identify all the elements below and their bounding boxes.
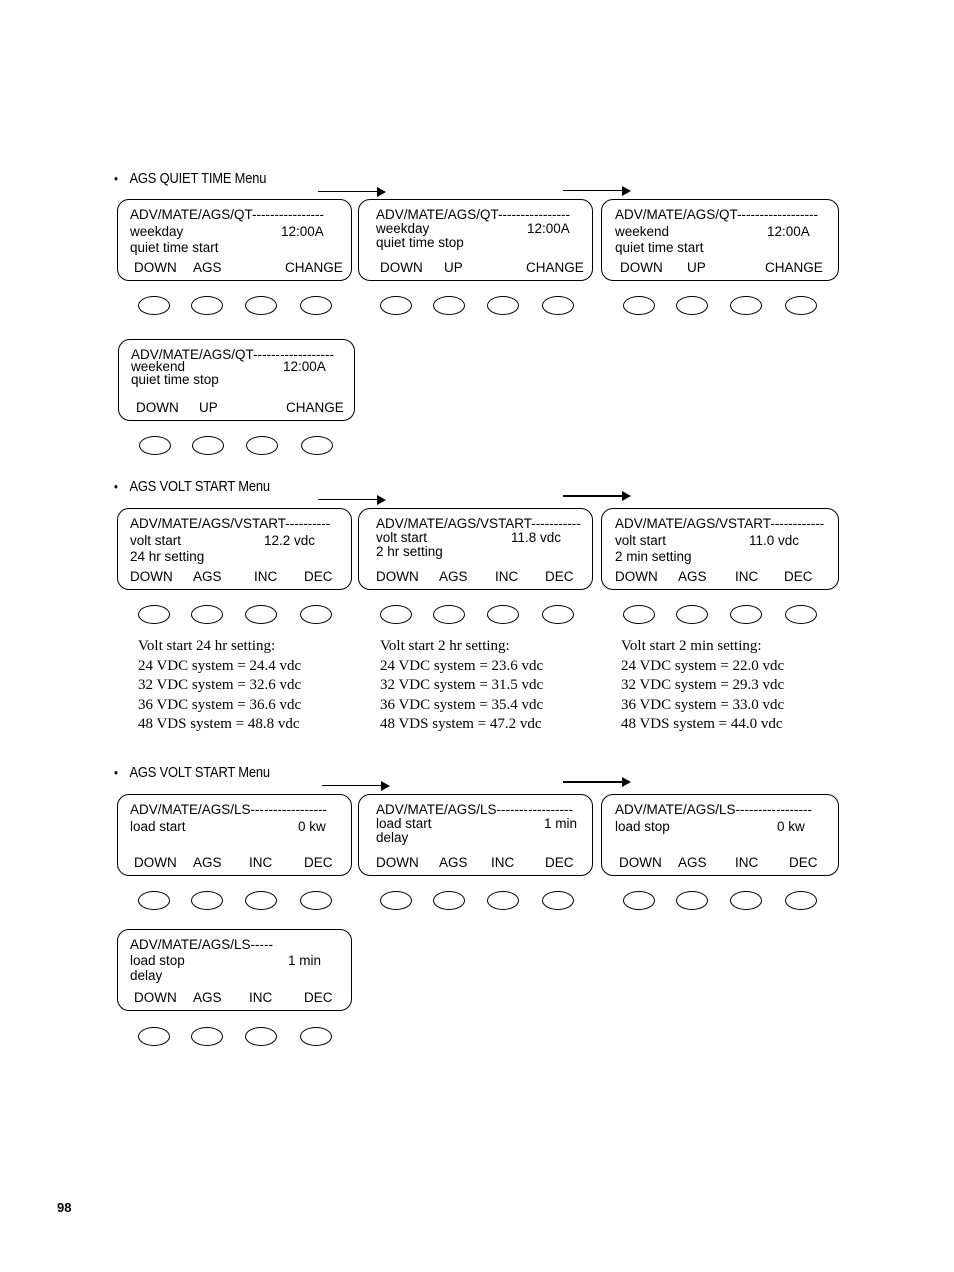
soft-key-button[interactable] <box>191 1027 223 1046</box>
soft-key-button[interactable] <box>433 296 465 315</box>
soft-key-button[interactable] <box>542 605 574 624</box>
flow-arrow <box>563 491 631 501</box>
soft-key-button[interactable] <box>785 296 817 315</box>
screen-value: 12:00A <box>281 224 324 239</box>
softkey-label: CHANGE <box>765 260 823 275</box>
softkey-label: INC <box>735 855 759 870</box>
softkey-label: INC <box>249 990 273 1005</box>
screen-menu-path: ADV/MATE/AGS/LS----------------- <box>615 802 812 817</box>
soft-key-button[interactable] <box>139 436 171 455</box>
soft-key-button[interactable] <box>487 605 519 624</box>
softkey-label: INC <box>495 569 519 584</box>
softkey-label: UP <box>199 400 218 415</box>
soft-key-button[interactable] <box>623 296 655 315</box>
mate-screen-qt-weekday-stop <box>358 199 593 281</box>
soft-key-button[interactable] <box>301 436 333 455</box>
softkey-label: DEC <box>304 569 333 584</box>
softkey-label: DEC <box>789 855 818 870</box>
soft-key-button[interactable] <box>380 605 412 624</box>
screen-menu-path: ADV/MATE/AGS/LS----------------- <box>376 802 573 817</box>
soft-key-button[interactable] <box>138 1027 170 1046</box>
soft-key-button[interactable] <box>138 296 170 315</box>
mate-screen-vstart-24hr <box>117 508 352 590</box>
screen-label-2: quiet time stop <box>376 235 464 250</box>
screen-menu-path: ADV/MATE/AGS/QT---------------- <box>376 207 570 222</box>
soft-key-button[interactable] <box>380 891 412 910</box>
softkey-label: DOWN <box>380 260 423 275</box>
soft-key-button[interactable] <box>300 1027 332 1046</box>
softkey-label: AGS <box>193 569 222 584</box>
screen-label-2: 2 hr setting <box>376 544 443 559</box>
screen-label: load stop <box>130 953 185 968</box>
screen-value: 12.2 vdc <box>264 533 316 548</box>
soft-key-button[interactable] <box>191 891 223 910</box>
note-line: Volt start 24 hr setting: <box>138 638 276 654</box>
screen-label-2: quiet time stop <box>131 372 219 387</box>
screen-value: 12:00A <box>283 359 326 374</box>
screen-value: 0 kw <box>298 819 326 834</box>
note-line: 48 VDS system = 44.0 vdc <box>621 716 783 732</box>
softkey-label: DOWN <box>619 855 662 870</box>
softkey-label: DEC <box>304 855 333 870</box>
screen-value: 11.0 vdc <box>749 533 800 548</box>
soft-key-button[interactable] <box>300 296 332 315</box>
screen-label: weekday <box>130 224 184 239</box>
mate-screen-qt-weekend-stop <box>118 339 355 421</box>
note-line: 24 VDC system = 22.0 vdc <box>621 657 785 674</box>
soft-key-button[interactable] <box>245 1027 277 1046</box>
softkey-label: DOWN <box>376 569 419 584</box>
screen-value: 1 min <box>544 816 578 831</box>
soft-key-button[interactable] <box>730 296 762 315</box>
soft-key-button[interactable] <box>676 605 708 624</box>
screen-label-2: 2 min setting <box>615 549 692 564</box>
screen-menu-path: ADV/MATE/AGS/VSTART----------- <box>376 516 581 531</box>
softkey-label: AGS <box>678 569 707 584</box>
note-line: 24 VDC system = 23.6 vdc <box>380 657 544 674</box>
screen-menu-path: ADV/MATE/AGS/LS----- <box>130 937 274 952</box>
soft-key-button[interactable] <box>487 296 519 315</box>
soft-key-button[interactable] <box>300 891 332 910</box>
softkey-label: AGS <box>193 855 222 870</box>
note-line: 32 VDC system = 29.3 vdc <box>621 677 785 693</box>
softkey-label: DOWN <box>134 855 177 870</box>
screen-menu-path: ADV/MATE/AGS/VSTART------------ <box>615 516 825 531</box>
screen-label-2: delay <box>130 968 163 983</box>
note-line: 36 VDC system = 36.6 vdc <box>138 696 302 713</box>
softkey-label: AGS <box>193 990 222 1005</box>
softkey-label: CHANGE <box>285 260 343 275</box>
soft-key-button[interactable] <box>245 891 277 910</box>
screen-label-2: delay <box>376 830 409 845</box>
screen-label: volt start <box>615 533 667 548</box>
screen-menu-path: ADV/MATE/AGS/QT---------------- <box>130 207 324 222</box>
softkey-label: AGS <box>193 260 222 275</box>
softkey-label: DEC <box>545 855 574 870</box>
screen-label: volt start <box>130 533 182 548</box>
soft-key-button[interactable] <box>487 891 519 910</box>
screen-menu-path: ADV/MATE/AGS/LS----------------- <box>130 802 327 817</box>
note-line: 48 VDS system = 47.2 vdc <box>380 716 542 732</box>
mate-screen-qt-weekday-start <box>117 199 352 281</box>
screen-menu-path: ADV/MATE/AGS/QT------------------ <box>131 347 334 362</box>
screen-label: weekend <box>615 224 670 239</box>
softkey-label: INC <box>491 855 515 870</box>
screen-label: weekday <box>376 221 430 236</box>
section-heading-quiet-time: • AGS QUIET TIME Menu <box>114 170 267 187</box>
soft-key-button[interactable] <box>191 296 223 315</box>
softkey-label: DOWN <box>130 569 173 584</box>
soft-key-button[interactable] <box>245 605 277 624</box>
screen-label: load start <box>376 816 432 831</box>
screen-label-2: quiet time start <box>130 240 219 255</box>
soft-key-button[interactable] <box>138 605 170 624</box>
soft-key-button[interactable] <box>433 605 465 624</box>
soft-key-button[interactable] <box>785 605 817 624</box>
screen-label: weekend <box>131 359 186 374</box>
screen-value: 12:00A <box>767 224 810 239</box>
softkey-label: DOWN <box>615 569 658 584</box>
mate-screen-qt-weekend-start <box>601 199 839 281</box>
note-line: 48 VDS system = 48.8 vdc <box>138 716 300 732</box>
note-line: 32 VDC system = 31.5 vdc <box>380 677 544 693</box>
softkey-label: INC <box>735 569 759 584</box>
note-line: Volt start 2 min setting: <box>621 638 762 654</box>
softkey-label: INC <box>249 855 273 870</box>
softkey-label: DEC <box>304 990 333 1005</box>
screen-label-2: quiet time start <box>615 240 704 255</box>
screen-label: volt start <box>376 530 428 545</box>
note-line: 24 VDC system = 24.4 vdc <box>138 657 302 674</box>
softkey-label: INC <box>254 569 278 584</box>
soft-key-button[interactable] <box>676 296 708 315</box>
soft-key-button[interactable] <box>300 605 332 624</box>
soft-key-button[interactable] <box>542 891 574 910</box>
soft-key-button[interactable] <box>433 891 465 910</box>
flow-arrow <box>563 186 631 196</box>
flow-arrow <box>318 495 386 505</box>
soft-key-button[interactable] <box>623 891 655 910</box>
softkey-label: DOWN <box>134 990 177 1005</box>
soft-key-button[interactable] <box>785 891 817 910</box>
note-line: 36 VDC system = 33.0 vdc <box>621 696 785 713</box>
softkey-label: DEC <box>784 569 813 584</box>
volt-start-24hr-notes <box>138 637 301 735</box>
softkey-label: AGS <box>439 855 468 870</box>
softkey-label: DOWN <box>620 260 663 275</box>
softkey-label: DOWN <box>134 260 177 275</box>
soft-key-button[interactable] <box>192 436 224 455</box>
soft-key-button[interactable] <box>245 296 277 315</box>
mate-screen-vstart-2min <box>601 508 839 590</box>
section-heading-volt-start: • AGS VOLT START Menu <box>114 478 270 495</box>
note-line: Volt start 2 hr setting: <box>380 638 510 654</box>
screen-label: load stop <box>615 819 670 834</box>
mate-screen-ls-load-start-delay <box>358 794 593 876</box>
flow-arrow <box>322 781 390 791</box>
mate-screen-vstart-2hr <box>358 508 593 590</box>
screen-value: 1 min <box>288 953 322 968</box>
mate-screen-ls-load-stop <box>601 794 839 876</box>
screen-menu-path: ADV/MATE/AGS/QT------------------ <box>615 207 818 222</box>
soft-key-button[interactable] <box>138 891 170 910</box>
softkey-label: DEC <box>545 569 574 584</box>
note-line: 32 VDC system = 32.6 vdc <box>138 677 302 693</box>
soft-key-button[interactable] <box>623 605 655 624</box>
soft-key-button[interactable] <box>730 891 762 910</box>
volt-start-2min-notes <box>621 637 784 735</box>
softkey-label: CHANGE <box>286 400 344 415</box>
softkey-label: UP <box>444 260 463 275</box>
flow-arrow <box>318 187 386 197</box>
screen-label: load start <box>130 819 186 834</box>
flow-arrow <box>563 777 631 787</box>
soft-key-button[interactable] <box>191 605 223 624</box>
page-number: 98 <box>57 1200 72 1215</box>
screen-label-2: 24 hr setting <box>130 549 205 564</box>
softkey-label: UP <box>687 260 706 275</box>
screen-value: 0 kw <box>777 819 805 834</box>
mate-screen-ls-load-stop-delay <box>117 929 352 1011</box>
soft-key-button[interactable] <box>542 296 574 315</box>
soft-key-button[interactable] <box>730 605 762 624</box>
mate-screen-ls-load-start <box>117 794 352 876</box>
softkey-label: CHANGE <box>526 260 584 275</box>
soft-key-button[interactable] <box>246 436 278 455</box>
note-line: 36 VDC system = 35.4 vdc <box>380 696 544 713</box>
screen-value: 12:00A <box>527 221 570 236</box>
softkey-label: DOWN <box>376 855 419 870</box>
soft-key-button[interactable] <box>380 296 412 315</box>
softkey-label: AGS <box>678 855 707 870</box>
softkey-label: DOWN <box>136 400 179 415</box>
volt-start-2hr-notes <box>380 637 543 735</box>
section-heading-load-start: • AGS VOLT START Menu <box>114 764 270 781</box>
softkey-label: AGS <box>439 569 468 584</box>
screen-menu-path: ADV/MATE/AGS/VSTART---------- <box>130 516 331 531</box>
soft-key-button[interactable] <box>676 891 708 910</box>
screen-value: 11.8 vdc <box>511 530 562 545</box>
